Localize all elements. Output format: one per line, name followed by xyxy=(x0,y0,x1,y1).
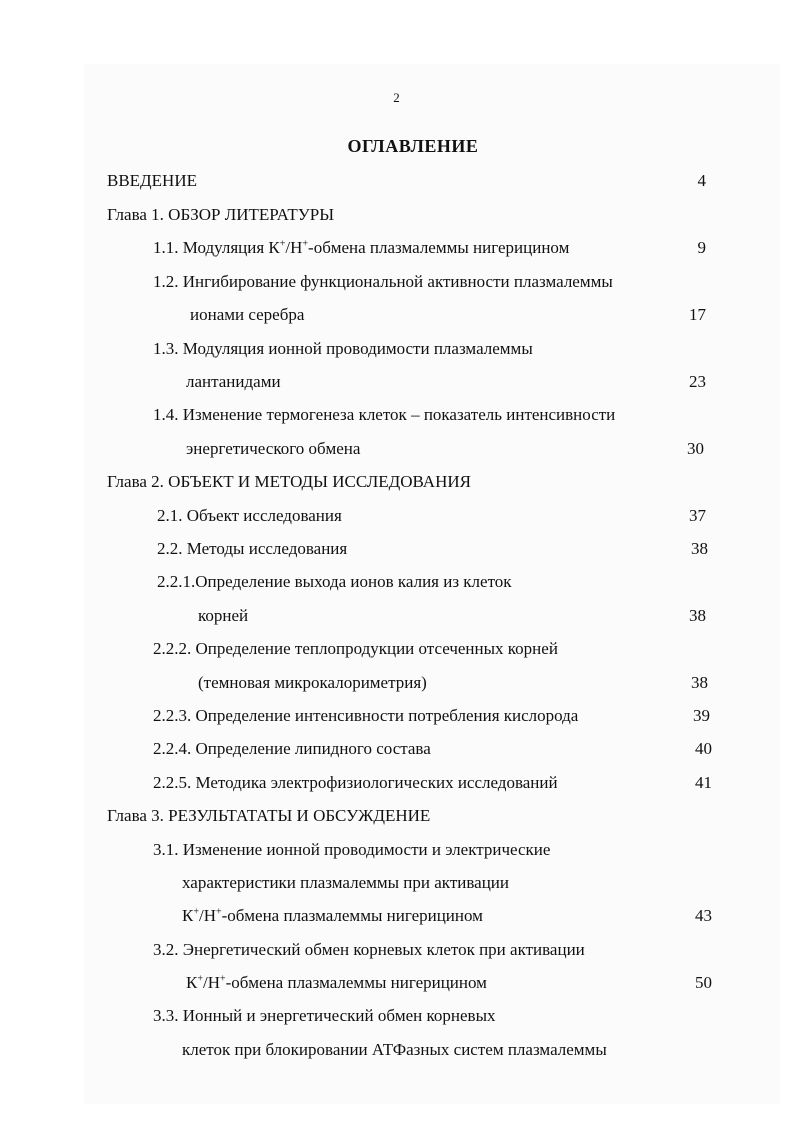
toc-entry-text: Глава 1. ОБЗОР ЛИТЕРАТУРЫ xyxy=(107,205,335,224)
toc-entry-text: ионами серебра xyxy=(190,305,305,324)
toc-entry-page: 50 xyxy=(695,973,712,992)
toc-entry-page: 17 xyxy=(689,305,706,324)
toc-entry-text: К+/Н+-обмена плазмалеммы нигерицином xyxy=(186,973,487,992)
toc-entry-page: 4 xyxy=(697,171,706,190)
toc-entry-text: 3.1. Изменение ионной проводимости и электрические xyxy=(153,840,551,859)
page-number: 2 xyxy=(393,90,400,105)
toc-entry-text: 2.2.3. Определение интенсивности потребления кислорода xyxy=(153,706,579,725)
toc-entry-text: Глава 2. ОБЪЕКТ И МЕТОДЫ ИССЛЕДОВАНИЯ xyxy=(107,472,471,491)
toc-entry-text: 2.2.4. Определение липидного состава xyxy=(153,739,431,758)
toc-entry-text: 1.3. Модуляция ионной проводимости плазмалеммы xyxy=(153,339,533,358)
toc-entry-text: Глава 3. РЕЗУЛЬТАТАТЫ И ОБСУЖДЕНИЕ xyxy=(107,806,431,825)
toc-entry-page: 23 xyxy=(689,372,706,391)
toc-entry-text: 2.1. Объект исследования xyxy=(157,506,342,525)
toc-entry-page: 30 xyxy=(687,439,704,458)
toc-entry-text: корней xyxy=(198,606,249,625)
toc-entry-text: клеток при блокировании АТФазных систем плазмалеммы xyxy=(182,1040,607,1059)
toc-entry-text: 1.4. Изменение термогенеза клеток – показатель интенсивности xyxy=(153,405,616,424)
toc-entry-text: 2.2.2. Определение теплопродукции отсеченных корней xyxy=(153,639,558,658)
toc-entry-page: 39 xyxy=(693,706,710,725)
toc-entry-page: 43 xyxy=(695,906,712,925)
toc-entry-text: 2.2.5. Методика электрофизиологических исследований xyxy=(153,773,558,792)
toc-entry-text: 3.2. Энергетический обмен корневых клеток при активации xyxy=(153,940,585,959)
toc-entry-page: 41 xyxy=(695,773,712,792)
toc-entry-text: 1.1. Модуляция К+/Н+-обмена плазмалеммы нигерицином xyxy=(153,238,570,257)
toc-entry-text: энергетического обмена xyxy=(186,439,361,458)
toc-entry-text: (темновая микрокалориметрия) xyxy=(198,673,427,692)
toc-entry-page: 38 xyxy=(689,606,706,625)
toc-entry-page: 40 xyxy=(695,739,712,758)
page-title: ОГЛАВЛЕНИЕ xyxy=(347,136,479,156)
toc-entry-text: 1.2. Ингибирование функциональной активности плазмалеммы xyxy=(153,272,613,291)
toc-entry-text: ВВЕДЕНИЕ xyxy=(107,171,197,190)
toc-entry-text: лантанидами xyxy=(186,372,281,391)
toc-entry-page: 37 xyxy=(689,506,706,525)
toc-entry-text: характеристики плазмалеммы при активации xyxy=(182,873,510,892)
toc-entry-page: 9 xyxy=(697,238,706,257)
toc-entry-text: 3.3. Ионный и энергетический обмен корневых xyxy=(153,1006,496,1025)
toc-entry-text: 2.2. Методы исследования xyxy=(157,539,348,558)
toc-entry-text: К+/Н+-обмена плазмалеммы нигерицином xyxy=(182,906,483,925)
toc-entry-text: 2.2.1.Определение выхода ионов калия из клеток xyxy=(157,572,512,591)
toc-entry-page: 38 xyxy=(691,673,708,692)
toc-entry-page: 38 xyxy=(691,539,708,558)
